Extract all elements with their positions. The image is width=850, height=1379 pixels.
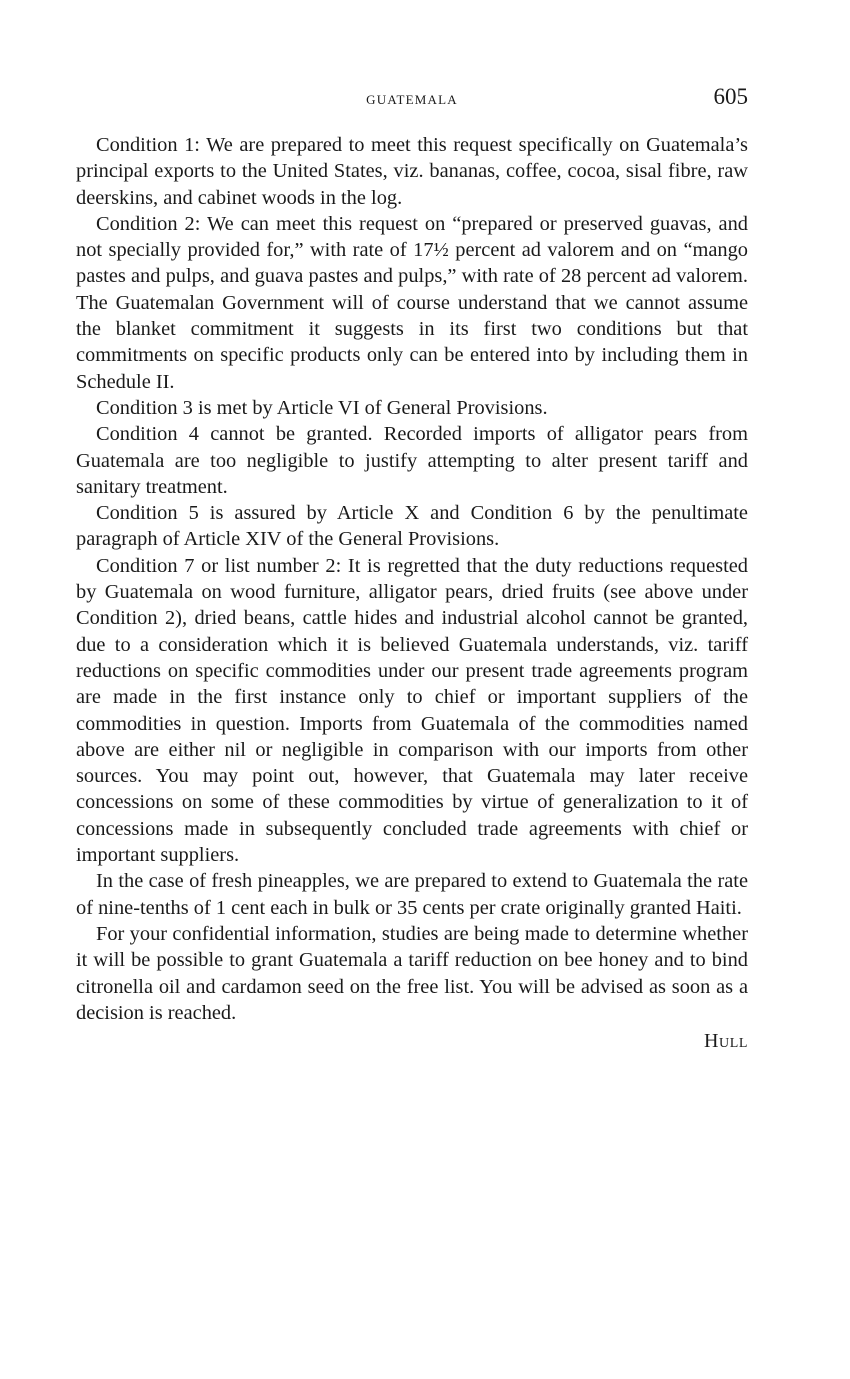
running-head <box>76 84 748 114</box>
signature: Hull <box>703 1030 748 1053</box>
paragraph-condition-1: Condition 1: We are prepared to meet this request specifically on Guatemala’s principal exports to the United States, viz. bananas, coffee, cocoa, sisal fibre, raw deerskins, and cabinet woods in the log. <box>76 134 748 209</box>
paragraph-condition-7: Condition 7 or list number 2: It is regretted that the duty reductions requested by Guatemala on wood furniture, alligator pears, dried fruits (see above under Condition 2), dried beans, cattle hides and industrial alcohol cannot be granted, due to a consideration which it is believed Guatemala understands, viz. tariff reductions on specific commodities under our present trade agreements program are made in the first instance only to chief or important suppliers of the commodities in question. Imports from Guatemala of the commodities named above are either nil or negligible in comparison with our imports from other sources. You may point out, however, that Guatemala may later receive concessions on some of these commodities by virtue of generalization to it of concessions made in subsequently concluded trade agreements with chief or important suppliers. <box>76 554 748 867</box>
document-page <box>76 84 748 1054</box>
paragraph-pineapples: In the case of fresh pineapples, we are prepared to extend to Guatemala the rate of nine-tenths of 1 cent each in bulk or 35 cents per crate originally granted Haiti. <box>76 870 748 919</box>
paragraph-condition-3: Condition 3 is met by Article VI of General Provisions. <box>96 396 548 419</box>
paragraph-condition-2: Condition 2: We can meet this request on “prepared or preserved guavas, and not specially provided for,” with rate of 17½ percent ad valorem and on “mango pastes and pulps, and guava pastes and pulps,” with rate of 28 percent ad valorem. The Guatemalan Government will of course understand that we cannot assume the blanket commitment it suggests in its first two conditions but that commitments on specific products only can be entered into by including them in Schedule II. <box>76 212 748 393</box>
running-title: GUATEMALA <box>366 92 458 107</box>
paragraph-condition-4: Condition 4 cannot be granted. Recorded imports of alligator pears from Guatemala are too negligible to justify attempting to alter present tariff and sanitary treatment. <box>76 423 748 498</box>
paragraph-confidential: For your confidential information, studies are being made to determine whether it will be possible to grant Guatemala a tariff reduction on bee honey and to bind citronella oil and cardamon seed on the free list. You will be advised as soon as a decision is reached. <box>76 922 748 1024</box>
body-text <box>76 132 748 1054</box>
page-number: 605 <box>713 84 748 109</box>
paragraph-conditions-5-6: Condition 5 is assured by Article X and Condition 6 by the penultimate paragraph of Article XIV of the General Provisions. <box>76 502 748 551</box>
